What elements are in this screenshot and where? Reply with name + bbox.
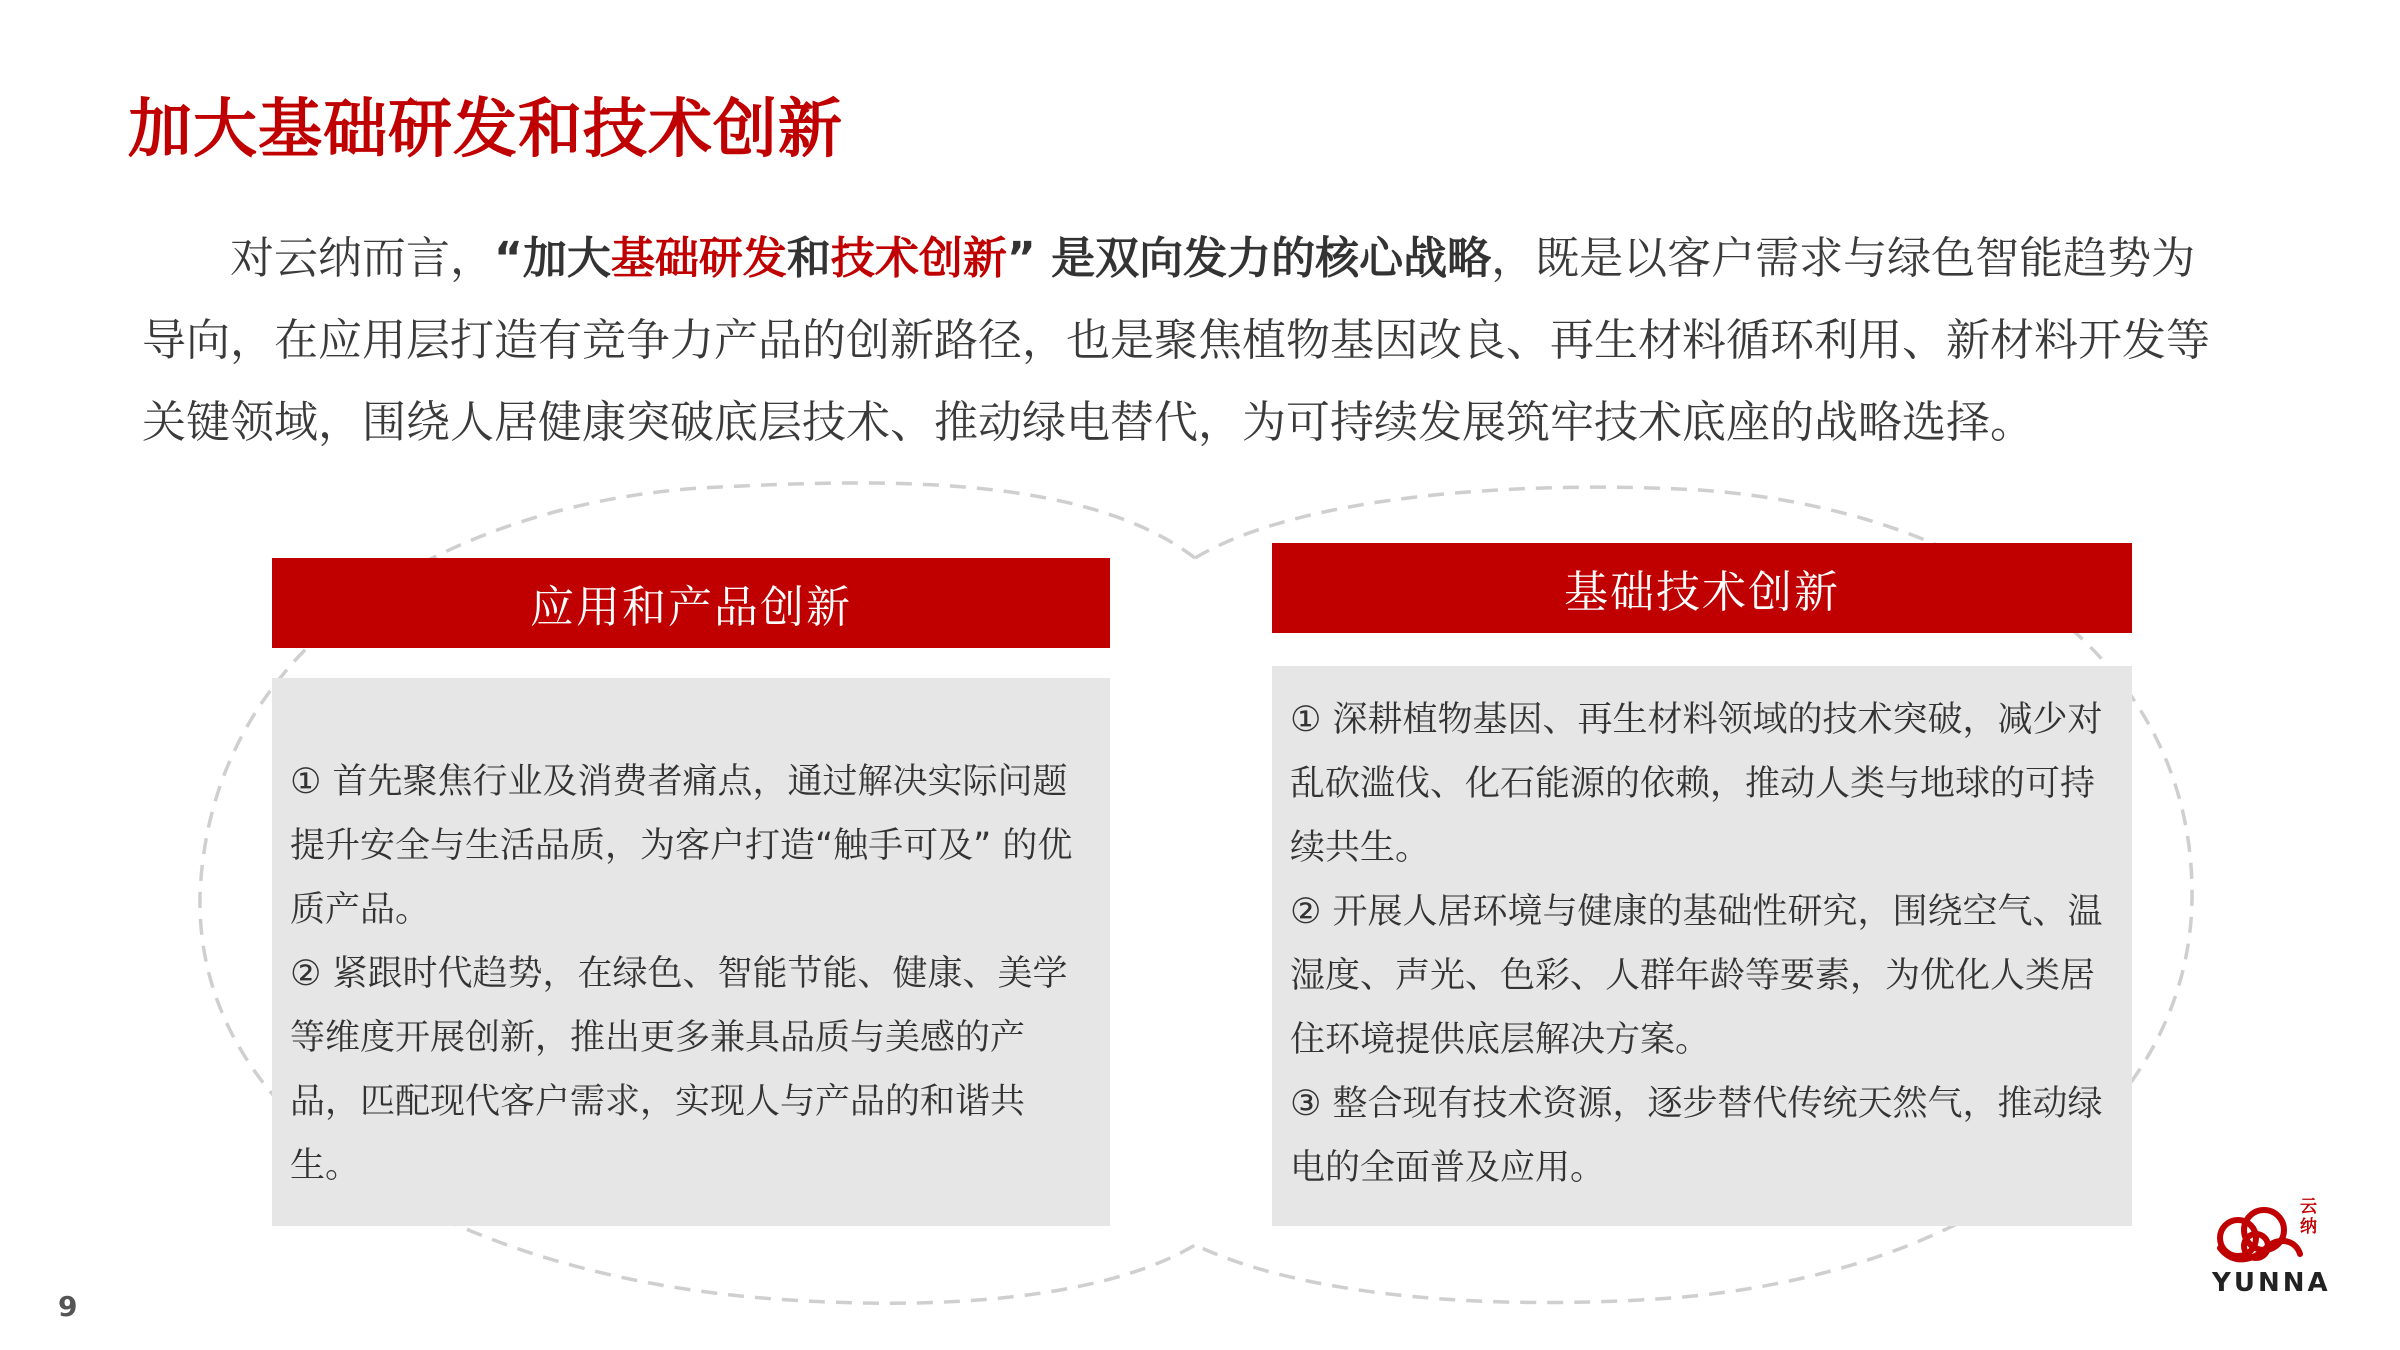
page-title: 加大基础研发和技术创新 bbox=[128, 92, 843, 167]
intro-red-basic-rd: 基础研发 bbox=[610, 233, 787, 284]
right-content-panel bbox=[1272, 666, 2132, 1226]
left-item-2: ② 紧跟时代趋势，在绿色、智能节能、健康、美学等维度开展创新，推出更多兼具品质与美感的产品，匹配现代客户需求，实现人与产品的和谐共生。 bbox=[290, 954, 1068, 1186]
right-item-1: ① 深耕植物基因、再生材料领域的技术突破，减少对乱砍滥伐、化石能源的依赖，推动人类与地球的可持续共生。 bbox=[1290, 700, 2103, 868]
intro-red-tech-innovation: 技术创新 bbox=[830, 233, 1007, 284]
brand-wordmark: YUNNA bbox=[2212, 1268, 2331, 1298]
intro-rest: ，既是以客户需求与绿色智能趋势为导向，在应用层打造有竞争力产品的创新路径，也是聚焦植物基因改良、再生材料循环利用、新材料开发等关键领域，围绕人居健康突破底层技术、推动绿电替代，为可持续发展筑牢技术底座的战略选择。 bbox=[142, 233, 2210, 448]
svg-text:云: 云 bbox=[2300, 1197, 2317, 1217]
right-item-3: ③ 整合现有技术资源，逐步替代传统天然气，推动绿电的全面普及应用。 bbox=[1290, 1084, 2103, 1188]
intro-quote-close: ” bbox=[1006, 233, 1052, 284]
left-section-header: 应用和产品创新 bbox=[272, 558, 1110, 648]
intro-part1: 对云纳而言， bbox=[230, 233, 494, 284]
right-section-header: 基础技术创新 bbox=[1272, 543, 2132, 633]
page-number: 9 bbox=[58, 1290, 78, 1323]
intro-quote-open: “加大 bbox=[494, 233, 611, 284]
svg-text:纳: 纳 bbox=[2300, 1217, 2317, 1237]
left-item-1: ① 首先聚焦行业及消费者痛点，通过解决实际问题提升安全与生活品质，为客户打造“触手可及” 的优质产品。 bbox=[290, 762, 1073, 930]
right-item-2: ② 开展人居环境与健康的基础性研究，围绕空气、温湿度、声光、色彩、人群年龄等要素，为优化人类居住环境提供底层解决方案。 bbox=[1290, 892, 2103, 1060]
intro-bold-tail: 是双向发力的核心战略 bbox=[1051, 233, 1492, 284]
intro-mid: 和 bbox=[786, 233, 831, 284]
left-content-panel bbox=[272, 678, 1110, 1226]
